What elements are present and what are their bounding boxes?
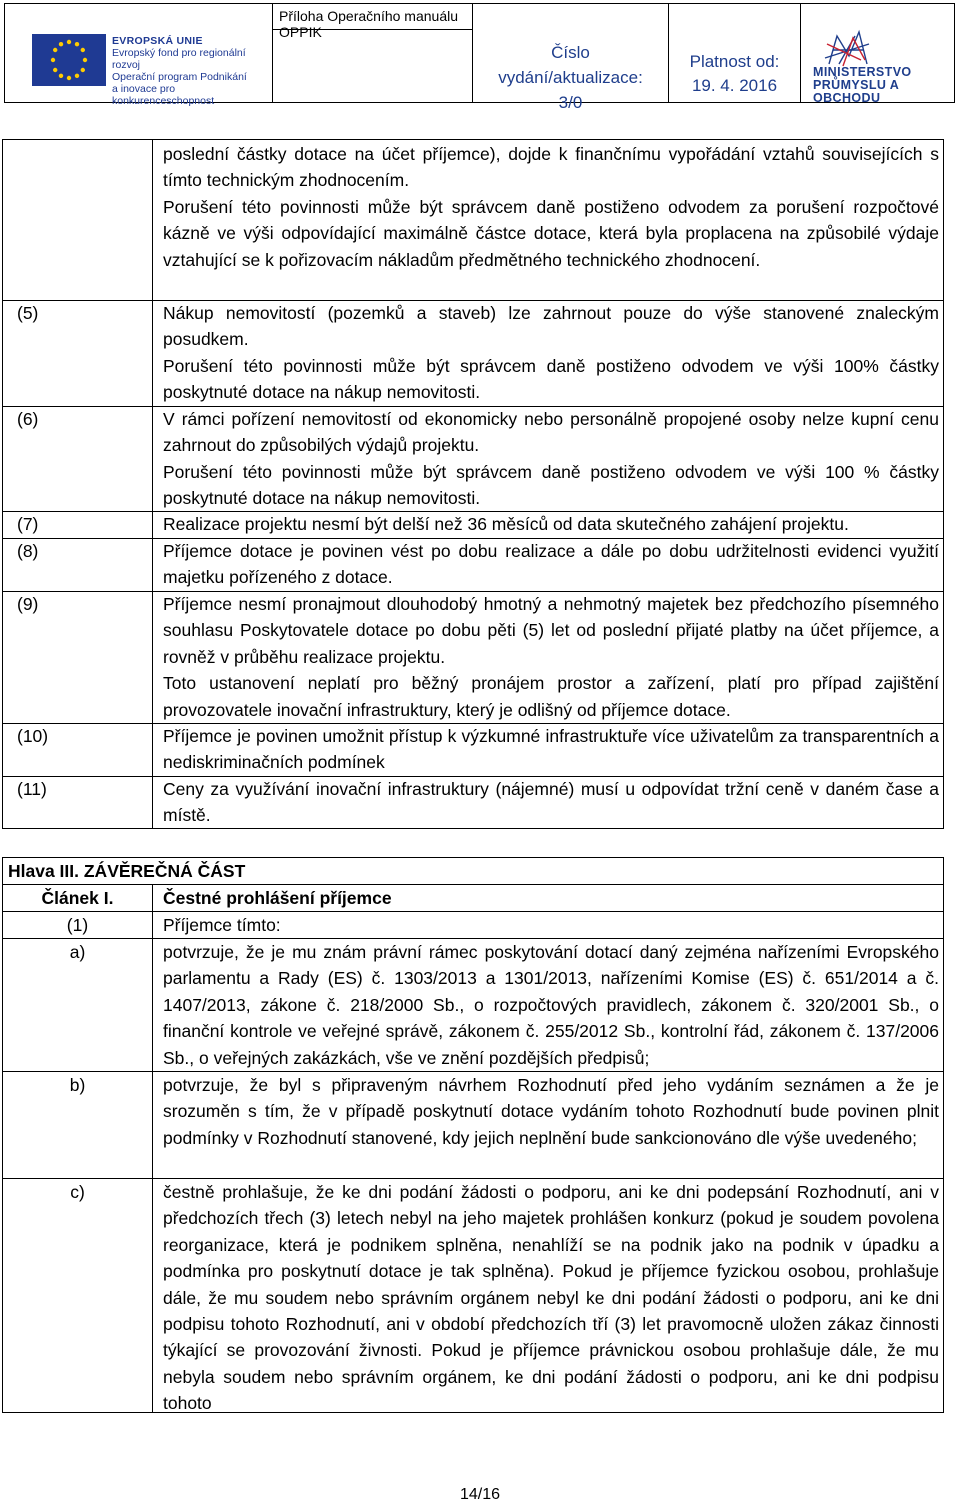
item-number: (9) <box>17 594 39 614</box>
declaration-table <box>2 857 944 1413</box>
paragraph: V rámci pořízení nemovitostí od ekonomicky nebo personálně propojené osoby nelze kupní cenu zahrnout do způsobilých výdajů projektu. <box>163 409 939 456</box>
version-cell <box>473 4 669 112</box>
paragraph: Ceny za využívání inovační infrastruktury (nájemné) musí u odpovídat tržní ceně v daném čase a místě. <box>163 779 939 826</box>
item-text <box>163 406 939 512</box>
eu-program-2: a inovace pro konkurenceschopnost <box>112 83 215 107</box>
ministry-line-2: PRŮMYSLU A OBCHODU <box>813 78 899 105</box>
section-heading: Hlava III. ZÁVĚREČNÁ ČÁST <box>8 861 246 881</box>
paragraph: Realizace projektu nesmí být delší než 36 měsíců od data skutečného zahájení projektu. <box>163 514 849 534</box>
item-number: (10) <box>17 726 49 746</box>
valid-label: Platnost od: <box>689 52 780 71</box>
document-header <box>4 3 955 112</box>
point-letter: a) <box>69 942 86 962</box>
paragraph: Porušení této povinnosti může být správcem daně postiženo odvodem ve výši 100% částky poskytnuté dotace na nákup nemovitosti. <box>163 355 939 403</box>
version-label-2: vydání/aktualizace: <box>498 68 643 87</box>
point-text: čestně prohlašuje, že ke dni podání žádosti o podporu, ani ke dni podepsání Rozhodnutí, ani v předchozích třech (3) letech nebyl na jeho majetek prohlášen konkurz (pokud je soudem povolena reorganizace, která je podnikem splněna, nenahlíží se na podnik jako na podnik v úpadku a podmínka pro poskytnutí dotace je tak splněna). Pokud je příjemce fyzickou osobou, prohlašuje dále, že mu soudem nebo správním orgánem nebyl ke dni podání žádosti o podporu, ani ke dni podpisu tohoto Rozhodnutí, ani v období předchozích tří (3) let pravomocně uložen zákaz činnosti týkající se provozování živnosti. Pokud je příjemce právnickou osobou prohlašuje dále, že mu nebyla soudem nebo správním orgánem, ke dni podání žádosti o podporu, ani ke dni podpisu tohoto <box>163 1182 939 1414</box>
paragraph: Porušení této povinnosti může být správcem daně postiženo odvodem za porušení rozpočtové kázně ve výši odpovídající maximálně částce dotace, která byla proplacena na způsobilé výdaje vztahující se k pořizovacím nákladům předmětného technického zhodnocení. <box>163 196 939 270</box>
eu-logo-cell <box>5 4 273 107</box>
ministry-logo-cell <box>801 4 954 105</box>
item-number: (8) <box>17 541 39 561</box>
item-number: (6) <box>17 409 39 429</box>
ministry-emblem-icon <box>815 26 875 70</box>
point-text: potvrzuje, že byl s připraveným návrhem Rozhodnutí před jeho vydáním seznámen a že je srozuměn s tím, že v případě poskytnutí dotace vydáním tohoto Rozhodnutí bude povinen plnit podmínky v Rozhodnutí stanovené, kdy jejich neplnění bude sankcionováno dle výše uvedeného; <box>163 1075 939 1148</box>
item-text <box>163 300 939 406</box>
paragraph: Nákup nemovitostí (pozemků a staveb) lze zahrnout pouze do výše stanovené znaleckým posudkem. <box>163 303 939 350</box>
item-text <box>163 723 939 776</box>
conditions-table <box>2 139 944 829</box>
item-number: (11) <box>17 779 47 799</box>
column-divider <box>152 140 153 828</box>
point-letter: b) <box>69 1075 86 1095</box>
ministry-line-1: MINISTERSTVO <box>813 65 912 79</box>
doc-title: Příloha Operačního manuálu OPPIK <box>273 4 472 30</box>
doc-title-cell <box>273 4 473 102</box>
item-text <box>163 511 939 537</box>
point-text: potvrzuje, že je mu znám právní rámec poskytování dotací daný zejména nařízeními Evropského parlamentu a Rady (ES) č. 1303/2013 a 1301/2013, nařízeními Komise (ES) č. 651/2014 a č. 1407/2013, zákone č. 218/2000 Sb., o rozpočtových pravidlech, zákonem č. 320/2001 Sb., o finanční kontrole ve veřejné správě, zákonem č. 255/2012 Sb., kontrolní řád, zákonem č. 137/2006 Sb., o veřejných zakázkách, vše ve znění pozdějších předpisů; <box>163 942 939 1068</box>
item-number: (1) <box>66 915 89 935</box>
eu-program-text <box>112 35 272 107</box>
column-divider <box>152 884 153 1412</box>
article-title: Čestné prohlášení příjemce <box>163 888 392 908</box>
page-number: 14/16 <box>459 1486 501 1503</box>
item-text <box>163 538 939 591</box>
version-value: 3/0 <box>558 93 583 112</box>
item-number: (7) <box>17 514 39 534</box>
paragraph: Příjemce nesmí pronajmout dlouhodobý hmotný a nehmotný majetek bez předchozího písemného souhlasu Poskytovatele dotace po dobu pěti (5) let od poslední přijaté platby na účet příjemce, a rovněž v průběhu realizace projektu. <box>163 594 939 667</box>
valid-value: 19. 4. 2016 <box>691 76 778 95</box>
paragraph: poslední částky dotace na účet příjemce), dojde k finančnímu vypořádání vztahů souvisejících s tímto technickým zhodnocením. <box>163 144 939 191</box>
paragraph: Porušení této povinnosti může být správcem daně postiženo odvodem ve výši 100 % částky poskytnuté dotace na nákup nemovitosti. <box>163 461 939 509</box>
version-label-1: Číslo <box>551 43 590 62</box>
article-number: Článek I. <box>41 888 114 908</box>
eu-title: EVROPSKÁ UNIE <box>112 35 203 47</box>
ministry-name <box>813 66 954 105</box>
point-letter: c) <box>70 1182 85 1202</box>
eu-fund: Evropský fond pro regionální rozvoj <box>112 47 246 71</box>
item-text <box>163 776 939 829</box>
eu-program: Operační program Podnikání <box>112 71 247 83</box>
paragraph: Příjemce dotace je povinen vést po dobu realizace a dále po dobu udržitelnosti evidenci využití majetku pořízeného z dotace. <box>163 541 939 588</box>
paragraph: Toto ustanovení neplatí pro běžný pronájem prostor a zařízení, platí pro případ zajištění provozovatele inovační infrastruktury, který je odlišný od příjemce dotace. <box>163 673 939 720</box>
item-text: Příjemce tímto: <box>163 915 281 935</box>
item-text <box>163 591 939 723</box>
validity-cell <box>669 4 801 102</box>
item-number: (5) <box>17 303 39 323</box>
version-info <box>473 40 668 115</box>
eu-flag-icon <box>32 34 106 86</box>
continued-text <box>163 141 939 273</box>
paragraph: Příjemce je povinen umožnit přístup k výzkumné infrastruktuře více uživatelům za transparentních a nediskriminačních podmínek <box>163 726 939 773</box>
